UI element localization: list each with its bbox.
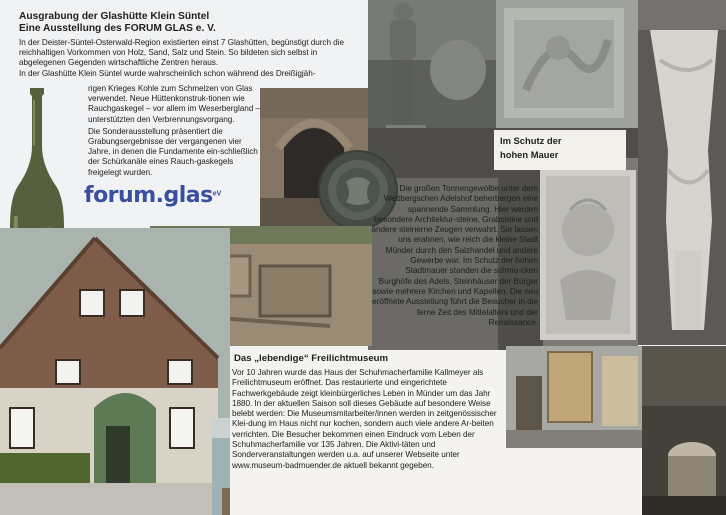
intro-paragraph-1: In der Deister-Süntel-Osterwald-Region existierten einst 7 Glashütten, begünstigt durch die reichhaltigen Vorkommen von Holz, Sand, Salz und Stein. So bildeten sich selbst in abgelegenen Gegenden wirtschaftliche Zentren heraus.	[19, 38, 344, 68]
kitchen-photo	[642, 346, 726, 515]
house-photo	[0, 228, 230, 515]
intro-paragraph-2-rest: rigen Krieges Kohle zum Schmelzen von Glas verwendet. Neue Hüttenkonstruk-tionen wie Rauchgaskegel – vor allem im Weserbergland – unterstützten den Verbrennungsvorgang.	[88, 84, 260, 124]
intro-title: Ausgrabung der Glashütte Klein Süntel	[19, 11, 210, 22]
workshop-photo	[506, 346, 642, 450]
logo-text: forum.glas	[84, 183, 213, 208]
museum-body: Vor 10 Jahren wurde das Haus der Schuhmacherfamilie Kallmeyer als Freilichtmuseum eröffnet. Das restaurierte und eingerichtete Fachwerkgebäude zeigt kleinbürgerliches Leben in Münder um das Jahr 1880. In der aktuellen Saison soll dieses Gebäude auf besondere Weise belebt werden: Die Museumsmitarbeiter/innen werden in zeitgenössischer Klei-dung im Haus nicht nur kochen, sondern auch viele andere Ar-beiten verrichten. Die Besucher bekommen einen Eindruck vom Leben der Schuhmacherfamilie vor 135 Jahren. Die Aktivi-täten und Sonderveranstaltungen werden u.a. auf unserer Webseite unter www.museum-badmuender.de aktuell bekannt gegeben.	[232, 368, 497, 470]
mauer-body: Die großen Tonnengewölbe unter dem Wettbergschen Adelshof beherbergen eine spannende Sammlung. Hier werden besondere Architektur-steine, Grabsteine und andere steinerne Zeugen verwahrt. Sie lassen uns erahnen, wie reich die kleine Stadt Münder durch den Salzhandel und andere Gewerbe war. Im Schutz der hohen Stadtmauer standen die schmu-cken Burghöfe des Adels, Steinhäuser der Bürger sowie mehrere Kirchen und Kapellen. Die neu eröffnete Ausstellung führt die Besucher in die ferne Zeit des Mittelalters und der Renaissance.	[371, 184, 538, 327]
intro-block	[19, 11, 367, 79]
intro-wrap-block	[88, 84, 260, 178]
logo-ev: eV	[212, 190, 222, 198]
forum-glas-logo	[84, 183, 224, 211]
gravestone-photo	[540, 170, 636, 340]
museum-heading: Das „lebendige“ Freilichtmuseum	[234, 353, 389, 364]
mauer-heading-line2: hohen Mauer	[500, 149, 559, 160]
intro-paragraph-2-line1: In der Glashütte Klein Süntel wurde wahrscheinlich schon während des Dreißigjäh-	[19, 68, 316, 78]
mauer-text-block	[370, 184, 538, 328]
museum-body-top	[232, 368, 504, 471]
intro-subtitle: Eine Ausstellung des FORUM GLAS e. V.	[19, 23, 216, 34]
relief-photo	[496, 0, 638, 130]
mauer-heading-box	[494, 130, 626, 170]
column-photo	[638, 0, 726, 345]
mauer-heading-line1: Im Schutz der	[500, 135, 562, 146]
intro-paragraph-3: Die Sonderausstellung präsentiert die Grabungsergebnisse der vergangenen vier Jahre, in denen die Fundamente ein-schließlich der Schürkanäle eines Rauch-gaskegels freigelegt wurden.	[88, 126, 258, 177]
